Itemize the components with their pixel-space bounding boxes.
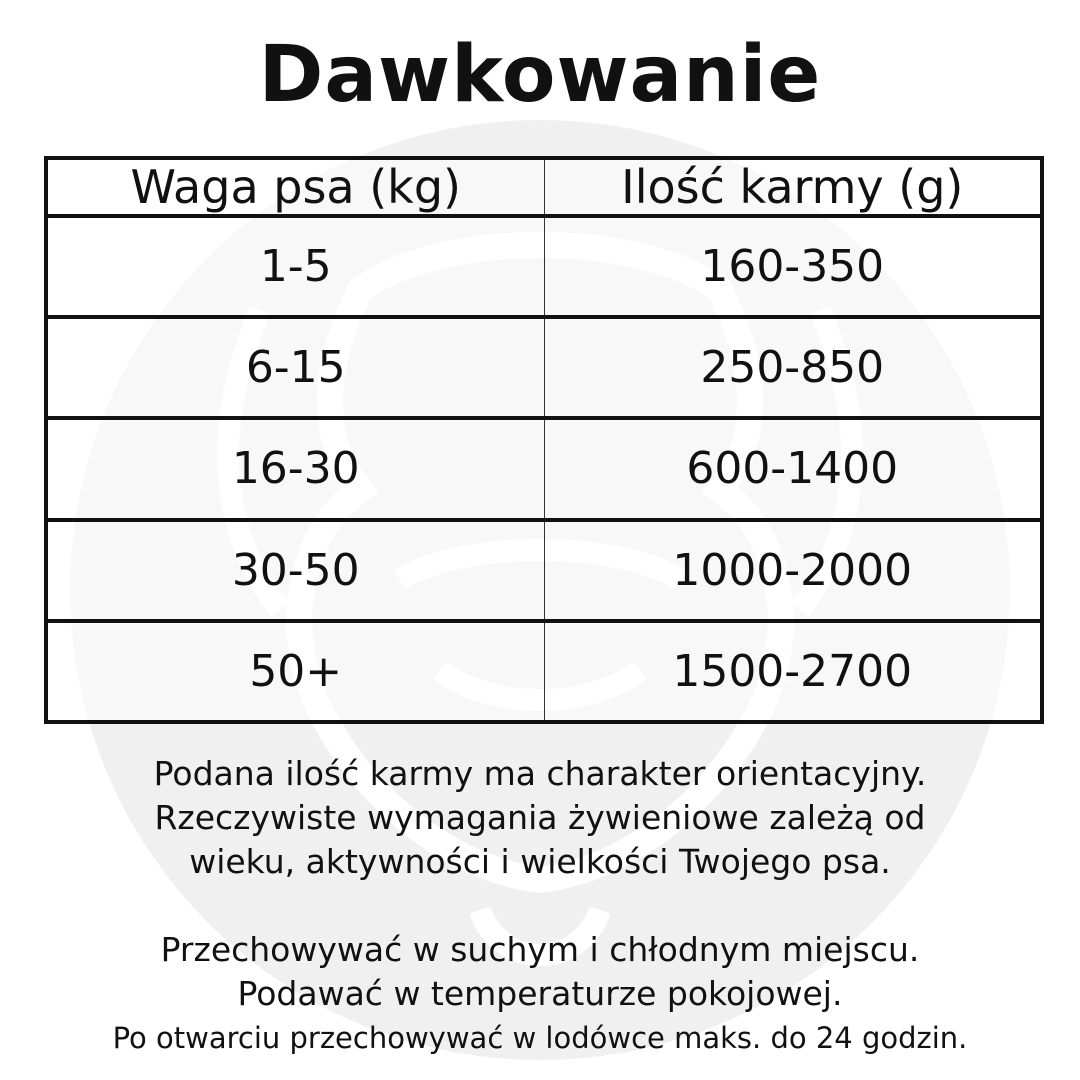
table-row bbox=[46, 317, 1042, 418]
header-food-amount: Ilość karmy (g) bbox=[544, 158, 1042, 216]
table-row bbox=[46, 621, 1042, 722]
cell-weight: 6-15 bbox=[46, 317, 544, 418]
note-line: Przechowywać w suchym i chłodnym miejscu. bbox=[160, 930, 920, 969]
note-line: wieku, aktywności i wielkości Twojego psa. bbox=[189, 842, 891, 881]
note-line: Podawać w temperaturze pokojowej. bbox=[237, 974, 843, 1013]
note-line: Podana ilość karmy ma charakter orientacyjny. bbox=[153, 754, 927, 793]
cell-amount: 1500-2700 bbox=[544, 621, 1042, 722]
cell-amount: 600-1400 bbox=[544, 418, 1042, 519]
cell-weight: 1-5 bbox=[46, 216, 544, 317]
cell-amount: 250-850 bbox=[544, 317, 1042, 418]
cell-amount: 1000-2000 bbox=[544, 520, 1042, 621]
cell-amount: 160-350 bbox=[544, 216, 1042, 317]
table-row bbox=[46, 418, 1042, 519]
feeding-note bbox=[0, 752, 1080, 884]
note-line: Po otwarciu przechowywać w lodówce maks. do 24 godzin. bbox=[112, 1021, 968, 1055]
header-dog-weight: Waga psa (kg) bbox=[46, 158, 544, 216]
dosage-table bbox=[44, 156, 1044, 724]
cell-weight: 30-50 bbox=[46, 520, 544, 621]
cell-weight: 50+ bbox=[46, 621, 544, 722]
page-title: Dawkowanie bbox=[258, 30, 822, 120]
table-row bbox=[46, 520, 1042, 621]
table-row bbox=[46, 216, 1042, 317]
note-line: Rzeczywiste wymagania żywieniowe zależą od bbox=[154, 798, 926, 837]
storage-note bbox=[0, 928, 1080, 1060]
dosage-table-container bbox=[44, 156, 1044, 724]
cell-weight: 16-30 bbox=[46, 418, 544, 519]
table-header-row bbox=[46, 158, 1042, 216]
